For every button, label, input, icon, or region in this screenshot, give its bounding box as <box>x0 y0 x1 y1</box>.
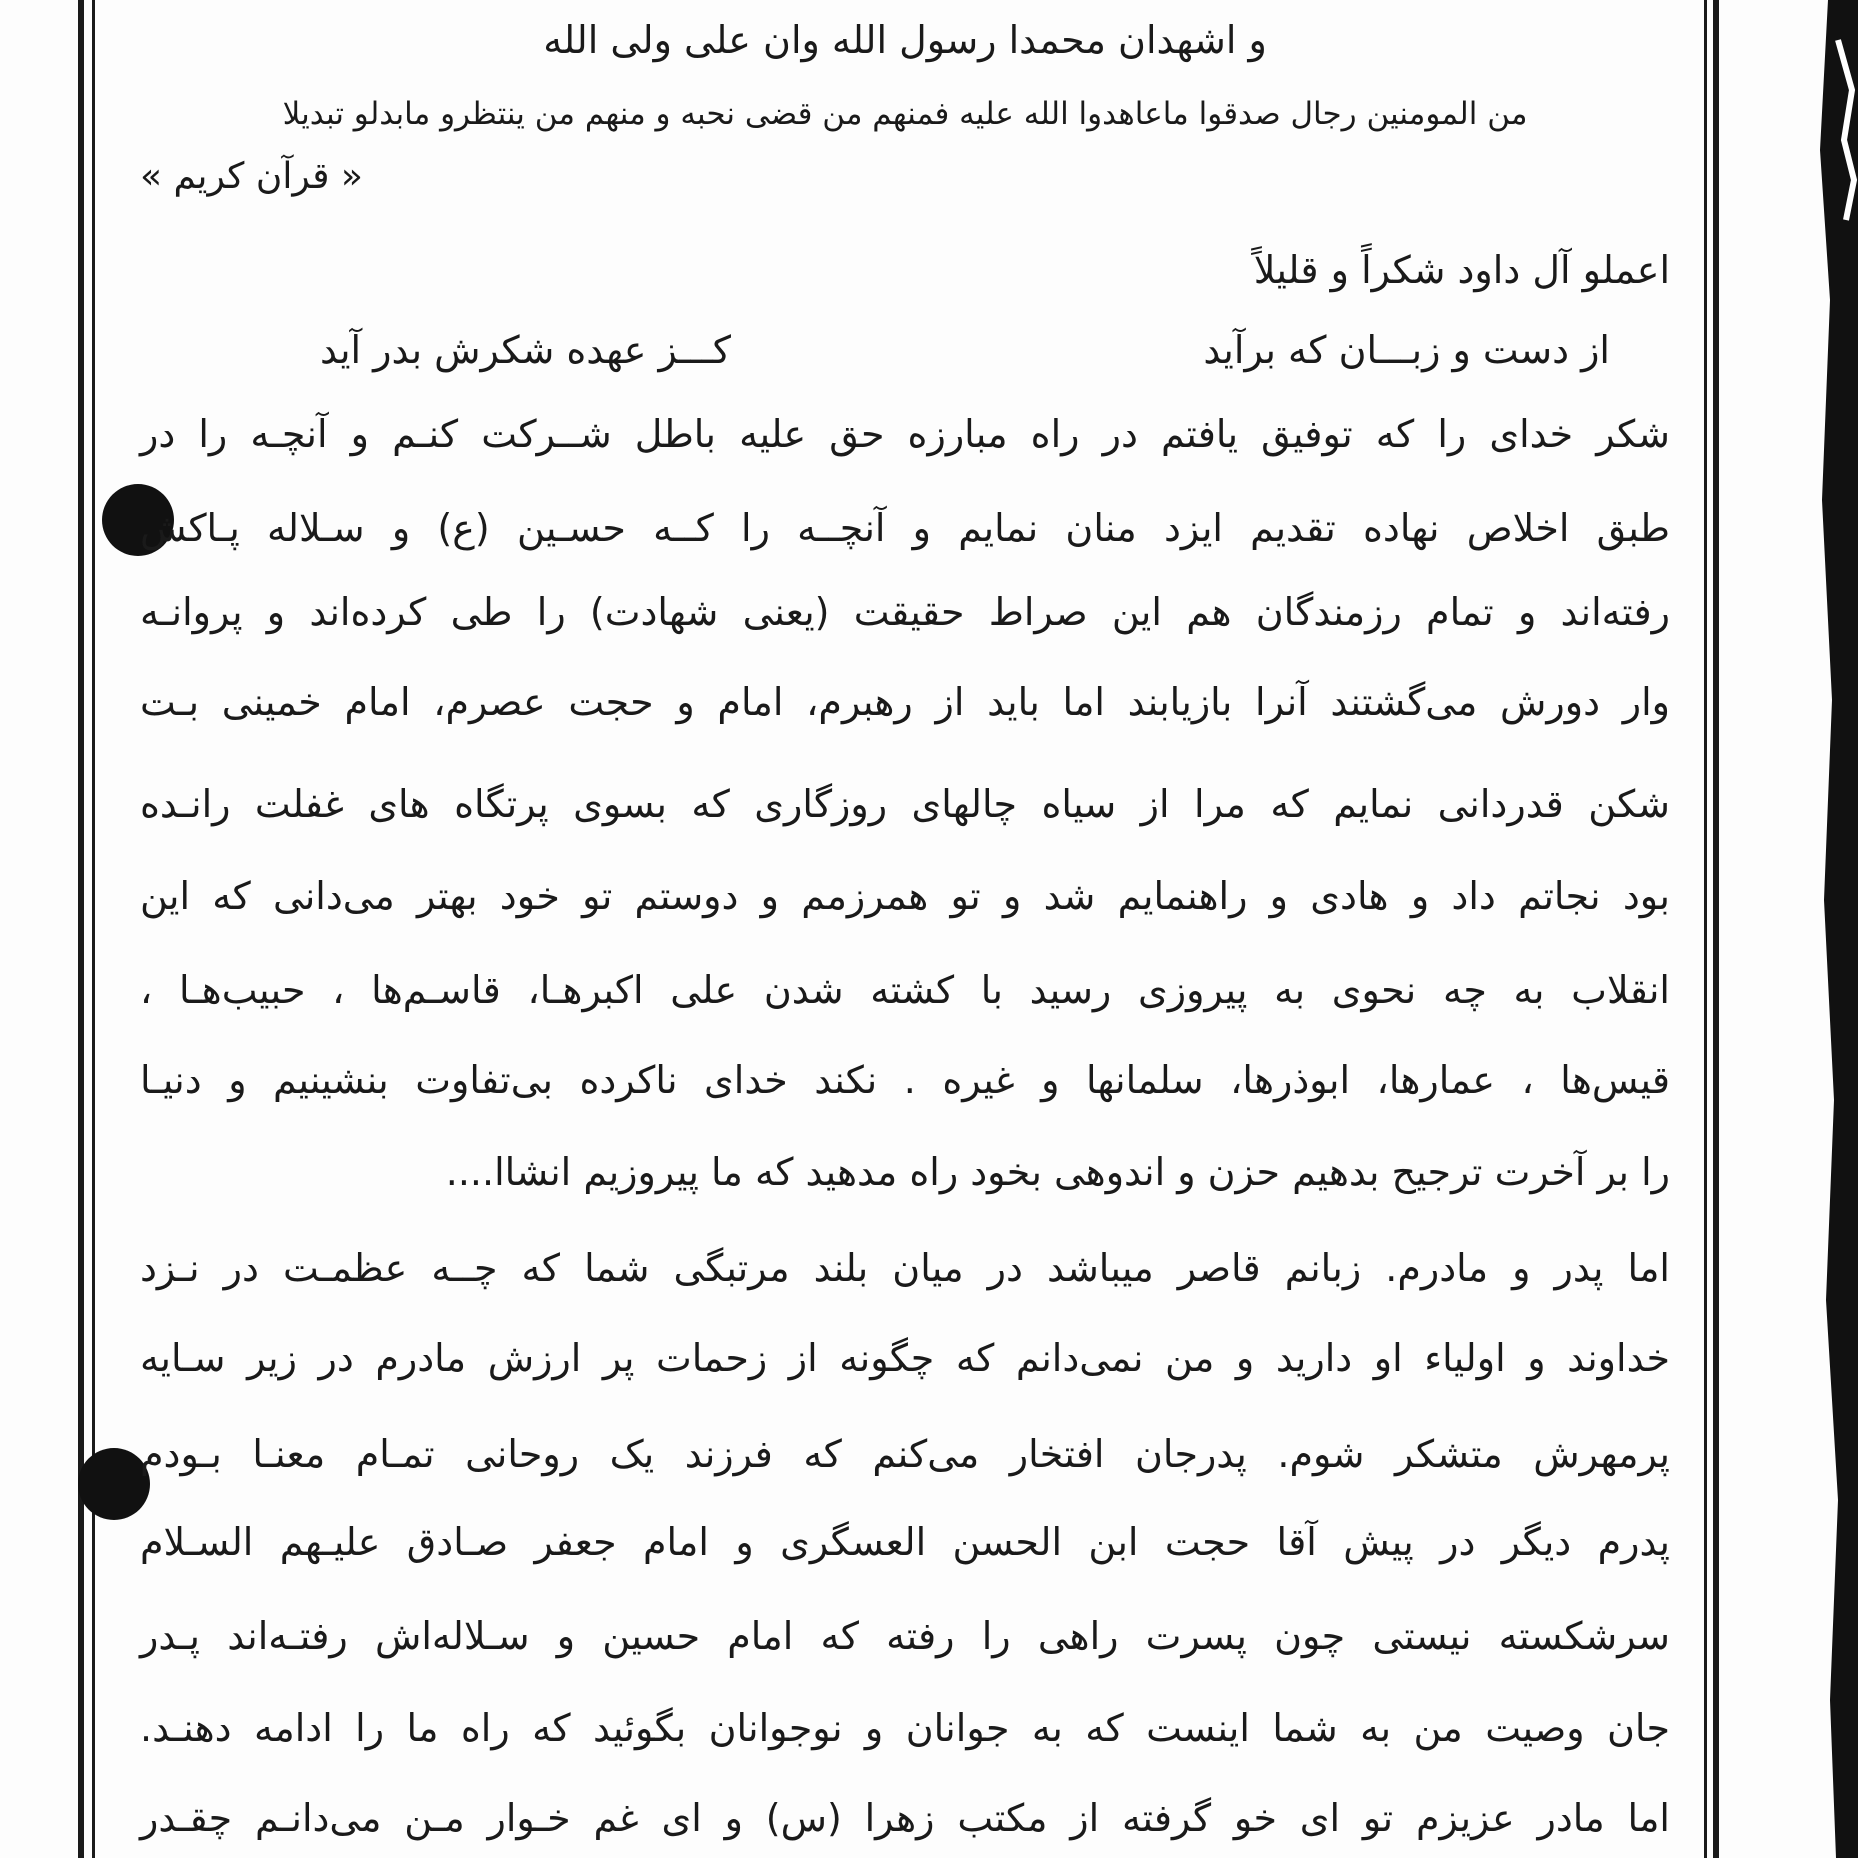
body-line: قیس‌ها ، عمارها، ابوذرها، سلمانها و غیره . نکند خدای ناکرده بی‌تفاوت بنشینیم و دنیـا <box>140 1058 1670 1102</box>
body-line: جان وصیت من به شما اینست که به جوانان و نوجوانان بگوئید که راه ما را ادامه دهنـد. <box>140 1706 1670 1750</box>
body-line: شکن قدردانی نمایم که مرا از سیاه چالهای روزگاری که بسوی پرتگاه های غفلت رانـده <box>140 782 1670 826</box>
verse-source: « قرآن کریم » <box>140 156 363 197</box>
torn-paper-edge <box>1808 0 1858 1858</box>
body-line: طبق اخلاص نهاده تقدیم ایزد منان نمایم و آنچــه را کــه حسـین (ع) و سـلاله پـاکش <box>140 506 1670 550</box>
poem-first-hemistich: از دست و زبـــان که برآید <box>1203 328 1610 372</box>
body-line: شکر خدای را که توفیق یافتم در راه مبارزه حق علیه باطل شــرکت کنـم و آنچـه را در <box>140 412 1670 456</box>
page-border-left-inner <box>92 0 95 1858</box>
shahadat-line: و اشهدان محمدا رسول الله وان علی ولی الله <box>543 18 1267 62</box>
body-line: پدرم دیگر در پیش آقا حجت ابن الحسن العسگری و امام جعفر صـادق علیـهم السـلام <box>140 1520 1670 1564</box>
quran-verse: من المومنین رجال صدقوا ماعاهدوا الله علیه فمنهم من قضی نحبه و منهم من ینتظرو مابدلو تبدیلا <box>282 96 1528 132</box>
page-border-right-inner <box>1704 0 1707 1858</box>
body-line: وار دورش می‌گشتند آنرا بازیابند اما باید از رهبرم، امام و حجت عصرم، امام خمینی بـت <box>140 680 1670 724</box>
page-border-left-outer <box>78 0 84 1858</box>
poem-second-hemistich: کـــز عهده شکرش بدر آید <box>320 328 731 372</box>
page-border-right-outer <box>1713 0 1719 1858</box>
body-line: انقلاب به چه نحوی به پیروزی رسید با کشته شدن علی اکبرهـا، قاسـم‌ها ، حبیب‌هـا ، <box>140 968 1670 1012</box>
body-line: بود نجاتم داد و هادی و راهنمایم شد و تو همرزمم و دوستم تو خود بهتر می‌دانی که این <box>140 874 1670 918</box>
body-line: سرشکسته نیستی چون پسرت راهی را رفته که امام حسین و سـلاله‌اش رفتـه‌اند پـدر <box>140 1614 1670 1658</box>
body-line: را بر آخرت ترجیح بدهیم حزن و اندوهی بخود راه مدهید که ما پیروزیم انشاا.... <box>445 1150 1670 1194</box>
body-line: خداوند و اولیاء او دارید و من نمی‌دانم که چگونه از زحمات پر ارزش مادرم در زیر سـایه <box>140 1336 1670 1380</box>
body-line: پرمهرش متشکر شوم. پدرجان افتخار می‌کنم که فرزند یک روحانی تمـام معنـا بـودم <box>140 1432 1670 1476</box>
body-line: رفته‌اند و تمام رزمندگان هم این صراط حقیقت (یعنی شهادت) را طی کرده‌اند و پروانـه <box>140 590 1670 634</box>
second-verse: اعملو آل داود شکراً و قلیلاً <box>1253 248 1670 292</box>
body-line: اما مادر عزیزم تو ای خو گرفته از مکتب زهرا (س) و ای غم خـوار مـن می‌دانـم چقـدر <box>140 1796 1670 1840</box>
body-line: اما پدر و مادرم. زبانم قاصر میباشد در میان بلند مرتبگی شما که چــه عظمـت در نـزد <box>140 1246 1670 1290</box>
